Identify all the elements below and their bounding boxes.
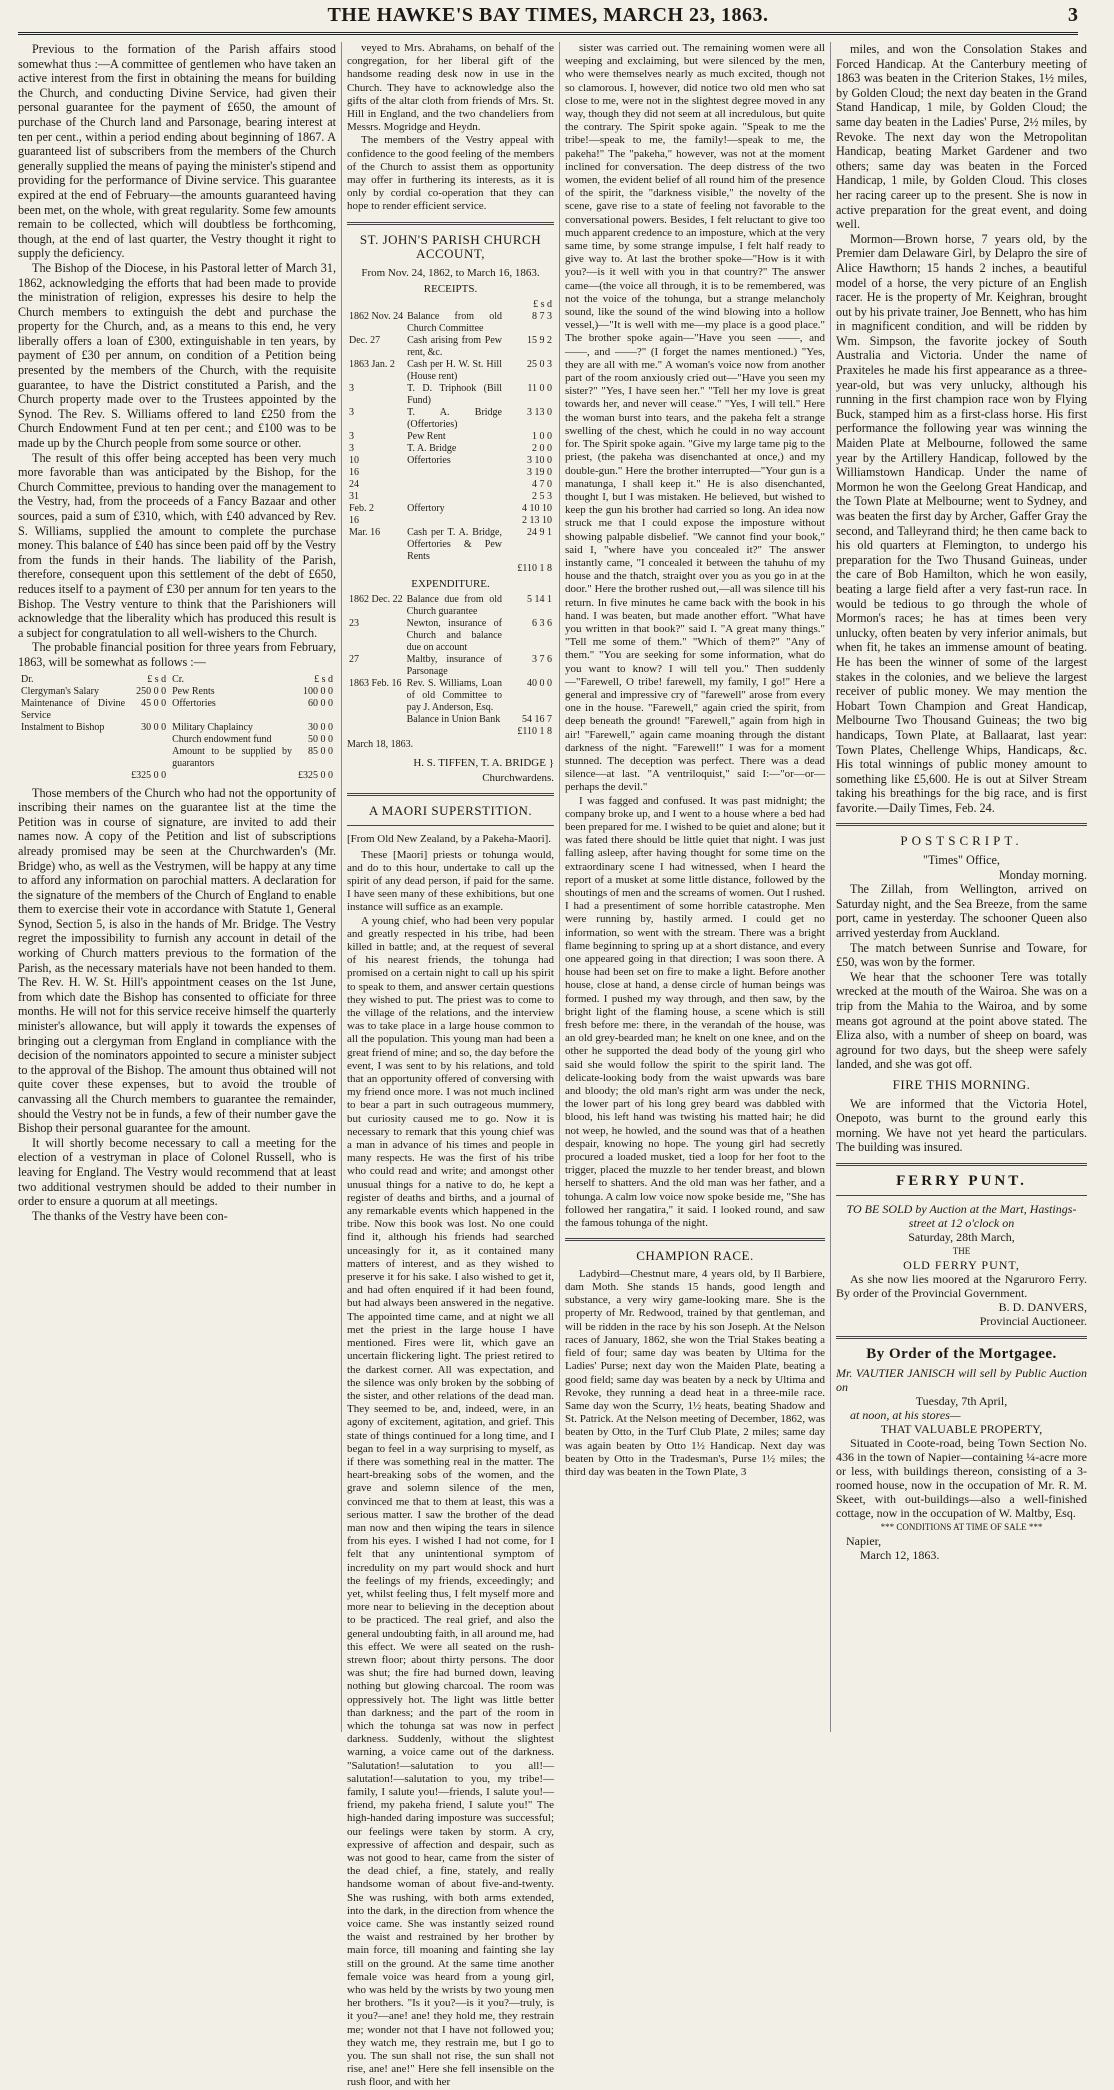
section-rule xyxy=(565,1238,825,1241)
table-row xyxy=(347,714,554,726)
table-row xyxy=(347,618,554,654)
entry-desc: Cash per T. A. Bridge, Offertories & Pew Rents xyxy=(407,527,502,563)
column-rule xyxy=(830,42,831,1732)
mortgagee-place-date: March 12, 1863. xyxy=(860,1548,940,1563)
entry-date: 1862 Nov. 24 xyxy=(349,311,404,323)
table-row xyxy=(347,311,554,335)
paragraph: The thanks of the Vestry have been con- xyxy=(32,1208,228,1223)
entry-desc: Newton, insurance of Church and balance due on account xyxy=(406,617,502,653)
entry-date: 1863 Feb. 16 xyxy=(349,677,402,689)
ferry-punt-title: FERRY PUNT. xyxy=(896,1172,1027,1189)
finance-amount: 45 0 0 xyxy=(141,697,167,709)
paragraph: The result of this offer being accepted has been very much more favorable than was anticipated by the Bishop, for the Church Committee, previous to handing over the management to the Vestry, had, from the proceeds of a Fancy Bazaar and other sources, paid a sum of £310, which, with £40 advanced by Rev. S. Williams, supplied the amount to complete the purchase money. This balance of £40 has since been paid off by the Vestry from the funds in their hands. The liability of the Parish, therefore, consequent upon this settlement of the debt of £650, reduces itself to a payment of £30 per annum for ten years to the Bishop. The Vestry venture to think that the Parishioners will acknowledge that the liberality which has produced this result is a subject for congratulation to all well-wishers to the Church. xyxy=(18,450,336,640)
auctioneer-title: Provincial Auctioneer. xyxy=(979,1314,1087,1329)
paragraph: These [Maori] priests or tohunga would, and do to this hour, undertake to call up the spirit of any dead person, if paid for the same. I have seen many of these exhibitions, but one instance will suffice as an example. xyxy=(347,848,554,914)
column-rule xyxy=(341,42,342,1732)
receipts-table xyxy=(347,299,554,575)
mortgagee-stores: at noon, at his stores— xyxy=(850,1407,961,1422)
finance-item: Clergyman's Salary xyxy=(21,685,99,697)
section-rule xyxy=(347,222,554,225)
table-row xyxy=(347,491,554,503)
section-rule xyxy=(836,823,1087,826)
entry-desc: Balance due from old Church guarantee xyxy=(406,593,502,617)
section-rule xyxy=(836,1195,1087,1196)
table-row xyxy=(347,455,554,467)
finance-item: Amount to be supplied by guarantors xyxy=(172,745,292,769)
account-title: ST. JOHN'S PARISH CHURCH ACCOUNT, xyxy=(359,231,542,262)
section-rule xyxy=(836,1163,1087,1166)
paragraph: The probable financial position for three years from February, 1863, will be somewhat as follows :— xyxy=(18,640,336,669)
entry-amount: 54 16 7 xyxy=(522,713,552,725)
column-3 xyxy=(565,42,825,1732)
entry-amount: 2 13 10 xyxy=(522,515,552,527)
postscript-title: POSTSCRIPT. xyxy=(900,833,1023,849)
table-row xyxy=(347,527,554,563)
finance-item: Pew Rents xyxy=(172,685,215,697)
entry-desc xyxy=(405,515,504,527)
page-number: 3 xyxy=(1068,4,1078,26)
table-row xyxy=(347,443,554,455)
entry-date: 3 xyxy=(349,443,354,455)
entry-desc: T. A. Bridge (Offertories) xyxy=(407,407,502,431)
masthead xyxy=(18,4,1078,30)
paragraph: I was fagged and confused. It was past midnight; the company broke up, and I went to a house where a bed had been prepared for me. I wished to be quiet and alone; but it was fated there should be little quiet that night. I was just falling asleep, after having thought for some time on the extraordinary scene I had witnessed, when I heard the report of a musket at some little distance, followed by the shoutings of men and the screams of women. Out I rushed. I had a presentiment of some horrible catastrophe. Men were running by, hastily armed. I could get no information, so went with the stream. There was a bright flame beginning to spring up at a short distance, and every one appeared going in that direction; I was soon there. A house had been set on fire to make a light. Before another house, close at hand, a dense circle of human beings was formed. I pushed my way through, and then saw, by the bright light of the flaming house, a scene which is still fresh before me: there, in the verandah of the house, was an old grey-bearded man; he knelt on one knee, and on the other he supported the dead body of the young girl who said she would follow the spirit to the spirit land. The delicate-looking body from the waist upwards was bare and bloody; the old man's right arm was under the neck, the lower part of his long grey beard was dabbled with blood, his left hand was twisting his matted hair; he did not weep, he howled, and the sound was that of a heathen despair, knowing no hope. The young girl had secretly procured a loaded musket, tied a loop for her foot to the trigger, placed the muzzle to her tender breast, and blown herself to shatters. And the old man was her father, and a tohunga. A calm low voice now spoke beside me, "She has followed her rangatira," it said. I looked round, and saw the famous tohunga of the night. xyxy=(565,794,825,1230)
table-row xyxy=(347,479,554,491)
mortgagee-property: THAT VALUABLE PROPERTY, xyxy=(880,1421,1043,1436)
table-row xyxy=(347,654,554,678)
entry-desc xyxy=(405,491,504,503)
finance-item: Military Chaplaincy xyxy=(172,721,253,733)
table-row xyxy=(347,407,554,431)
mortgagee-title: By Order of the Mortgagee. xyxy=(866,1346,1057,1363)
section-rule xyxy=(347,793,554,796)
table-row xyxy=(347,335,554,359)
entry-amount: 3 7 6 xyxy=(532,653,552,665)
paragraph: Previous to the formation of the Parish affairs stood somewhat thus :—A committee of gentlemen who have taken an active interest from the first in obtaining the means for building the Church, and conducting Divine Service, had given their personal guarantee for the payment of £650, the amount of purchase of the Church land and Parsonage, bearing interest at ten per cent., within a period ending about beginning of 1867. A guaranteed list of subscribers from the members of the Church generally supplied the means of paying the minister's stipend and providing for the performance of Divine service. This guarantee expired at the end of February—the amounts guaranteed having been met, on the whole, with great regularity. Some few amounts remain to be collected, which will doubtless be forthcoming, though, at the end of last quarter, the Vestry thought it right to supply the deficiency. xyxy=(18,42,336,261)
column-rule xyxy=(559,42,560,1732)
entry-date: 1863 Jan. 2 xyxy=(349,359,395,371)
entry-date: 31 xyxy=(349,491,359,503)
entry-date: 3 xyxy=(349,407,354,419)
entry-date: 27 xyxy=(349,653,359,665)
entry-date: 10 xyxy=(349,455,359,467)
account-subtitle: From Nov. 24, 1862, to March 16, 1863. xyxy=(361,266,540,279)
entry-amount: 40 0 0 xyxy=(527,677,552,689)
paragraph: Those members of the Church who had not the opportunity of inscribing their names on the guarantee list at the time the Petition was in course of signature, are invited to add their names now. A copy of the Petition and list of subscriptions already promised may be seen at the Churchwarden's (Mr. Bridge) who, as well as the Vestrymen, will be happy at any time to afford any information on parochial matters. A declaration for the signature of the members of the Church of England to enable them to exercise their vote in accordance with Statute 1, General Synod, Section 5, is also in the hands of Mr. Bridge. The Vestry regret the impossibility to furnish any account in detail of the working of Church matters previous to the formation of the Parish, as the necessary materials have not been handed to them. The Rev. H. W. St. Hill's appointment ceases on the 1st June, from which date the Bishop has consented to officiate for three months. He will not for this service receive himself the quarterly minister's allowance, but will apply it towards the expenses of bringing out a clergyman from England in compliance with the decision of the nominators appointed to secure a minister subject to the approval of the Bishop. The amount thus obtained will not quite cover these expenses, but to avoid the trouble of canvassing all the Church members to guarantee the remainder, should the Vestry not be in funds, a few of their number gave the Bishop their personal guarantee for the amount. xyxy=(18,785,336,1136)
masthead-title: THE HAWKE'S BAY TIMES, MARCH 23, 1863. xyxy=(327,4,769,26)
entry-date: 16 xyxy=(349,467,359,479)
column-4 xyxy=(836,42,1087,1732)
entry-desc: Balance from old Church Committee xyxy=(407,311,502,335)
finance-item: Church endowment fund xyxy=(172,733,272,745)
expenditure-label: EXPENDITURE. xyxy=(411,578,490,591)
entry-desc: Offertories xyxy=(407,455,451,467)
entry-date: 16 xyxy=(349,515,359,527)
dr-label: Dr. xyxy=(21,673,34,685)
finance-amount: 60 0 0 xyxy=(308,697,333,709)
finance-amount: 100 0 0 xyxy=(303,685,333,697)
paragraph: As she now lies moored at the Ngaruroro Ferry. By order of the Provincial Government. xyxy=(836,1272,1087,1301)
postscript-day: Monday morning. xyxy=(998,867,1087,882)
maori-superstition-title: A MAORI SUPERSTITION. xyxy=(368,803,533,819)
entry-date: Mar. 16 xyxy=(349,527,381,539)
expenditure-total: £110 1 8 xyxy=(517,725,552,737)
finance-amount: 250 0 0 xyxy=(136,685,167,697)
table-row xyxy=(347,383,554,407)
lsd-header: £ s d xyxy=(314,673,333,685)
lsd-header: £ s d xyxy=(533,299,552,311)
paragraph: The Zillah, from Wellington, arrived on Saturday night, and the Sea Breeze, from the same port, came in yesterday. The schooner Queen also arrived yesterday from Auckland. xyxy=(836,882,1087,941)
finance-amount: 30 0 0 xyxy=(308,721,333,733)
entry-desc: Offertory xyxy=(407,503,445,515)
finance-amount: 50 0 0 xyxy=(308,733,333,745)
finance-item: Maintenance of Divine Service xyxy=(21,697,126,721)
finance-item: Offertories xyxy=(172,697,216,709)
table-row xyxy=(347,678,554,714)
entry-date: 3 xyxy=(349,431,354,443)
paragraph: Situated in Coote-road, being Town Section No. 436 in the town of Napier—containing ¼-acre more or less, with buildings thereon, consisting of a 3-roomed house, now in the occupation of Mr. R. M. Skeet, with out-buildings—also a well-finished cottage, now in the occupation of W. Maltby, Esq. xyxy=(836,1435,1087,1520)
table-row xyxy=(347,594,554,618)
maori-source: [From Old New Zealand, by a Pakeha-Maori]. xyxy=(347,832,552,845)
entry-amount: 25 0 3 xyxy=(527,359,552,371)
table-row xyxy=(347,503,554,515)
entry-date xyxy=(347,714,405,726)
lsd-header: £ s d xyxy=(147,673,167,685)
paragraph: It will shortly become necessary to call a meeting for the election of a vestryman in place of Colonel Russell, who is leaving for England. The Vestry would recommend that at least two additional vestrymen should be added to their number in order to ensure a quorum at all meetings. xyxy=(18,1135,336,1209)
entry-amount: 15 9 2 xyxy=(527,335,552,347)
paragraph: Mormon—Brown horse, 7 years old, by the Premier dam Delaware Girl, by Delapro the sire of Alice Hawthorn; 15 hands 2 inches, a beautiful model of a horse, the very picture of an English racer. He is the property of Mr. Keighran, brought out by his private trainer, Joe Bennett, who has him in magnificent condition, and will be ridden by Wm. Simpson, the favorite jockey of South Australia and Victoria. Under the name of Praxiteles he made his first appearance as a three-year-old, but was very unlucky, although his running in the first champion race won by Flying Buck, stamped him as a first-class horse. His first performance the following year was winning the Maiden Plate at Melbourne, followed the same year by the Artillery Handicap, followed by the Williamstown Handicap. Under the name of Mormon he won the Geelong Great Handicap, and the Town Plate at Melbourne; went to Sydney, and was beaten the first day by Archer, Gaffer Gray the second, and Talleyrand third; he then came back to his old quarters at Flemington, to undergo his preparation for the Two Thusand Guineas, under the care of Bob Hamilton, which he won easily, beating a large field after a very fast-run race. In would be tedious to go through the whole of Mormon's races; he has at times been very unlucky, often beaten by very inferior animals, but when fit, he takes an immense amount of beating. He has been the winner of some of the largest stakes in the colonies, and we believe the largest receiver of public money. We may mention the Hobart Town Champion and Great Handicap, Melbourne Two Thousand Guineas; the two big handicaps, Town Plate, at Ballaarat, last year: Town Plates, Chellenge Whips, Handicaps, &c. His total winnings of public money amount to something like £5,600. He is out at Silver Stream taking his breathings for the big race, and is first favorite.—Daily Times, Feb. 24. xyxy=(836,231,1087,815)
entry-amount: 11 0 0 xyxy=(527,383,552,395)
paragraph: sister was carried out. The remaining women were all weeping and exclaiming, but were silenced by the men, who were themselves nearly as much excited, though not so clamorous. I, however, did notice two old men who sat close to me, were not in the slightest degree moved in any way, though they did not seem at all incredulous, but quite the contrary. The Spirit spoke again. "Speak to me the tribe!—speak to me, the family!—speak to me, the pakeha!" The "pakeha," however, was not at the moment inclined for conversation. The deep distress of the two women, the evident belief of all round him of the presence of the spirit, the "darkness visible," the novelty of the scene, gave rise to a state of feeling not favorable to the conversational powers. Besides, I felt reluctant to give too much apparent credence to an imposture, which at the very same time, by some strange impulse, I felt half ready to give way to. At last the brother spoke—"How is it with you?—is it well with you in that country?" The answer came—(the voice all through, it is to be remembered, was not the voice of the tohunga, but a strange melancholy sound, like the sound of the wind blowing into a hollow vessel,)—"It is well with me—my place is a good place." The brother spoke again—"Have you seen ——, and ——, and ——?" (I forget the names mentioned.) "Yes, they are all with me." A woman's voice now from another part of the room anxiously cried out—"Have you seen my sister?" "Yes, I have seen her." "Tell her my love is great towards her, and never will cease." "Yes, I will tell." Here the woman burst into tears, and the pakeha felt a strange swelling of the chest, which he could in no way account for. The Spirit spoke again. "Give my large tame pig to the priest, (the pakeha was disenchanted at once,) and my double-gun." Here the brother interrupted—"Your gun is a manatunga, I shall keep it." He is also disenchanted, thought I, but I was mistaken. He believed, but wished to keep the gun his brother had carried so long. An idea now struck me that I could expose the imposture without showing palpable disbelief. "We cannot find your book," said I, "where have you concealed it?" The answer instantly came, "I concealed it between the tahuhu of my house and the thatch, straight over you as you go in at the door." Here the brother rushed out,—all was silence till his return. In five minutes he came back with the book in his hand. I was beaten, but made another effort. "What have you written in that book?" said I. "A great many things." "Tell me some of them." "Which of them?" "Any of them." "You are seeking for some information, what do you want to know? I will tell you." Then suddenly—"Farewell, O tribe! farewell, my family, I go!" Here a general and impressive cry of "farewell" arose from every one in the house. "Farewell," again cried the spirit, from deep beneath the ground! "Farewell," again from high in air! "Farewell," again came moaning through the distant darkness of the night. "Farewell!" I was for a moment stunned. The deception was perfect. There was a dead silence—at last. "A ventriloquist," said I:—"or—or—perhaps the devil." xyxy=(565,42,825,794)
finance-total: £325 0 0 xyxy=(131,769,167,781)
paragraph: The Bishop of the Diocese, in his Pastoral letter of March 31, 1862, acknowledging the efforts that had been made to provide the ministration of religion, expresses his desire to help the Church members to extinguish the debt and purchase the property for the Church, and, as a means to this end, he very liberally offers a loan of £300, extinguishable in ten years, by payment of £30 per annum, on condition of a Petition being presented by the members of the Church, with the requisite guarantee, to have the District constituted a Parish, and the Church property made over to the Trustees appointed by the Synod. The Rev. S. Williams offered to land £250 from the Church Endowment Fund at ten per cent.; and £100 was to be made up by the Church people from some source or other. xyxy=(18,260,336,451)
paragraph: The match between Sunrise and Toware, for £50, was won by the former. xyxy=(836,940,1087,970)
entry-desc xyxy=(405,467,504,479)
entry-desc: Cash per H. W. St. Hill (House rent) xyxy=(407,359,502,383)
entry-amount: 5 14 1 xyxy=(527,593,552,605)
table-row xyxy=(347,359,554,383)
entry-date: 23 xyxy=(349,617,359,629)
entry-desc: T. A. Bridge xyxy=(407,443,457,455)
entry-amount: 3 10 0 xyxy=(527,455,552,467)
cr-label: Cr. xyxy=(172,673,185,685)
finance-total: £325 0 0 xyxy=(298,769,333,781)
entry-date: 24 xyxy=(349,479,359,491)
entry-desc: Balance in Union Bank xyxy=(406,713,501,725)
entry-amount: 4 7 0 xyxy=(532,479,552,491)
entry-desc: Maltby, insurance of Parsonage xyxy=(406,653,502,677)
column-2 xyxy=(347,42,554,2089)
finance-table xyxy=(18,674,336,782)
section-rule xyxy=(836,1336,1087,1339)
ferry-name: OLD FERRY PUNT, xyxy=(903,1258,1020,1273)
entry-desc xyxy=(405,479,504,491)
receipts-total: £110 1 8 xyxy=(517,563,552,575)
entry-date: 1862 Dec. 22 xyxy=(349,593,403,605)
ferry-the: THE xyxy=(952,1245,971,1256)
auctioneer-name: B. D. DANVERS, xyxy=(998,1300,1087,1315)
entry-amount: 2 0 0 xyxy=(532,443,552,455)
mortgagee-line: Mr. VAUTIER JANISCH will sell by Public Auction on xyxy=(836,1365,1087,1394)
paragraph: The members of the Vestry appeal with confidence to the good feeling of the members of the Church to assist them as opportunity may offer in furthering its interests, as it is only by cordial co-operation that they can hope to render efficient service. xyxy=(347,134,554,213)
finance-amount: 85 0 0 xyxy=(308,745,333,757)
entry-amount: 2 5 3 xyxy=(532,491,552,503)
entry-amount: 6 3 6 xyxy=(532,617,552,629)
masthead-rule xyxy=(18,32,1078,35)
table-row xyxy=(347,431,554,443)
churchwardens-signature: H. S. TIFFEN, T. A. BRIDGE } Churchwardens. xyxy=(413,757,554,784)
column-1 xyxy=(18,42,336,1732)
expenditure-table xyxy=(347,594,554,738)
finance-item: Instalment to Bishop xyxy=(21,721,105,733)
entry-date: 3 xyxy=(349,383,354,395)
entry-desc: Rev. S. Williams, Loan of old Committee to pay J. Anderson, Esq. xyxy=(406,677,502,713)
entry-amount: 8 7 3 xyxy=(532,311,552,323)
paragraph: A young chief, who had been very popular and greatly respected in his tribe, had been killed in battle; and, at the request of several of his nearest friends, the tohunga had promised on a certain night to call up his spirit to speak to them, and answer certain questions they wished to put. The priest was to come to the village of the relations, and the interview was to take place in a large house common to all the population. This young man had been a great friend of mine; and so, the day before the event, I was sent to by his relations, and told that an opportunity offered of conversing with my friend once more. I was not much inclined to bear a part in such outrageous mummery, but curiosity caused me to go. Now it is necessary to remark that this young chief was a man in advance of his times and people in many respects. He was the first of his tribe who could read and write; and amongst other unusual things for a native to do, he kept a register of deaths and births, and a journal of any remarkable events which happened in the tribe. Now this book was lost. No one could find it, although his friends had searched unceasingly for it, as it contained many matters of interest, and as they wished to preserve it for his sake. I also wished to get it, and had often enquired if it had been found, but had always been answered in the negative. The appointed time came, and at night we all met the priest in the large house I have mentioned. Fires were lit, which gave an uncertain flickering light. The priest retired to the darkest corner. All was expectation, and the silence was only broken by the sobbing of the sister, and other relations of the dead man. They seemed to be, and, indeed, were, in an agony of excitement, agitation, and grief. This state of things continued for a long time, and I began to feel in a way surprising to myself, as if there was something real in the matter. The heart-breaking sobs of the women, and the grave and solemn silence of the men, convinced me that to them at least, this was a serious matter. I saw the brother of the dead man now and then wiping the tears in silence from his eyes. I wished I had not come, for I felt that any unintentional symptom of incredulity on my part would shock and hurt the feelings of my friends, exceedingly; and yet, whilst feeling thus, I felt myself more and more near to believing in the deception about to be practiced. The real grief, and also the general undoubting faith, in all around me, had this effect. We were all seated on the rush-strewn floor; about thirty persons. The door was shut; the fire had burned down, leaving nothing but glowing charcoal. The room was oppressively hot. The light was little better than darkness; and the part of the room in which the tohunga sat was now in perfect darkness. Suddenly, without the slightest warning, a voice came out of the darkness. "Salutation!—salutation to you all!—salutation!—salutation to you, my tribe!—family, I salute you!—friends, I salute you!—friend, my pakeha friend, I salute you!" The high-handed daring imposture was successful; our feelings were taken by storm. A cry, expressive of affection and despair, such as was not good to hear, came from the sister of the dead chief, a fine, stately, and really handsome woman of about five-and-twenty. She was rushing, with both arms extended, into the dark, in the direction from whence the voice came. She was instantly seized round the waist and restrained by her brother by main force, till moaning and fainting she lay still on the ground. At the same time another female voice was heard from a young girl, who was held by the wrists by two young men her brothers. "Is it you?—is it you?—truly, is it you?—ane! ane! they hold me, they restrain me; wonder not that I have not followed you; they watch me, they restrain me, but I go to you. The sun shall not rise, the sun shall not rise, ane! ane!" Here she fell insensible on the rush floor, and with her xyxy=(347,914,554,2089)
table-row xyxy=(347,467,554,479)
table-row xyxy=(347,515,554,527)
paragraph: Ladybird—Chestnut mare, 4 years old, by Il Barbiere, dam Moth. She stands 15 hands, good length and substance, a very wiry game-looking mare. She is the property of Mr. Redwood, trained by that gentleman, and will be ridden in the race by his son Joseph. At the Nelson races of January, 1862, she won the Trial Stakes beating a field of four; same day was beaten by Ultima for the Ladies' Purse; next day won the Maiden Plate, beating a good field; same day was beaten by a neck by Ultima and Revoke, they running a dead heat in a three-mile race. Same day won the Scurry, 1½ heats, beating Shadow and St. Patrick. At the Nelson meeting of December, 1862, was beaten by Otto, in the Turf Club Plate, 2 miles; same day was again beaten by Otto 1½ Handicap. Next day was beaten by Otto in the Tradesman's, Purse 1½ miles; the third day was beaten in the Town Plate, 3 xyxy=(565,1267,825,1478)
paragraph: miles, and won the Consolation Stakes and Forced Handicap. At the Canterbury meeting of 1863 was beaten in the Criterion Stakes, 1½ miles, by Golden Cloud; the next day beaten in the Grand Stand Handicap, 1 mile, by Golden Cloud; the same day beaten in the Ladies' Purse, 2½ miles, by Revoke. The next day won the Metropolitan Handicap, beating Market Gardener and two others; same day was beaten in the Forced Handicap, 1 mile, by Golden Cloud. This closes her racing career up to the present. She is now in active preparation for the great event, and doing well. xyxy=(836,42,1087,232)
champion-race-title: CHAMPION RACE. xyxy=(636,1248,754,1264)
paragraph: We hear that the schooner Tere was totally wrecked at the mouth of the Wairoa. She was on a trip from the Mahia to the Wairoa, and by some means got aground at the point above stated. The Eliza also, with a number of sheep on board, was aground for two days, but the sheep were safely landed, and she was got off. xyxy=(836,969,1087,1072)
entry-desc: Pew Rent xyxy=(407,431,446,443)
entry-amount: 24 9 1 xyxy=(527,527,552,539)
entry-amount: 3 19 0 xyxy=(527,467,552,479)
ferry-line: TO BE SOLD by Auction at the Mart, Hastings-street at 12 o'clock on xyxy=(846,1201,1077,1230)
finance-amount: 30 0 0 xyxy=(141,721,167,733)
entry-desc: Cash arising from Pew rent, &c. xyxy=(407,335,502,359)
entry-date: Feb. 2 xyxy=(349,503,374,515)
ferry-date: Saturday, 28th March, xyxy=(908,1229,1015,1244)
account-date: March 18, 1863. xyxy=(347,738,414,750)
entry-amount: 4 10 10 xyxy=(522,503,552,515)
mortgagee-conditions: *** CONDITIONS AT TIME OF SALE *** xyxy=(880,1521,1043,1532)
paragraph: veyed to Mrs. Abrahams, on behalf of the congregation, for her liberal gift of the handsome reading desk now in use in the Church. They have to acknowledge also the gifts of the altar cloth from friends of Mrs. St. Hill in England, and the two chandeliers from Messrs. Mogridge and Heydn. xyxy=(347,42,554,134)
mortgagee-date: Tuesday, 7th April, xyxy=(915,1393,1008,1408)
fire-title: FIRE THIS MORNING. xyxy=(892,1076,1031,1092)
mortgagee-place: Napier, xyxy=(846,1534,882,1549)
section-rule xyxy=(347,825,554,826)
entry-amount: 1 0 0 xyxy=(532,431,552,443)
receipts-label: RECEIPTS. xyxy=(423,283,478,296)
paragraph: We are informed that the Victoria Hotel, Onepoto, was burnt to the ground early this morning. We have not yet heard the particulars. The building was insured. xyxy=(836,1096,1087,1155)
entry-desc: T. D. Triphook (Bill Fund) xyxy=(407,383,502,407)
postscript-office: "Times" Office, xyxy=(923,853,1000,868)
entry-date: Dec. 27 xyxy=(349,335,381,347)
entry-amount: 3 13 0 xyxy=(527,407,552,419)
